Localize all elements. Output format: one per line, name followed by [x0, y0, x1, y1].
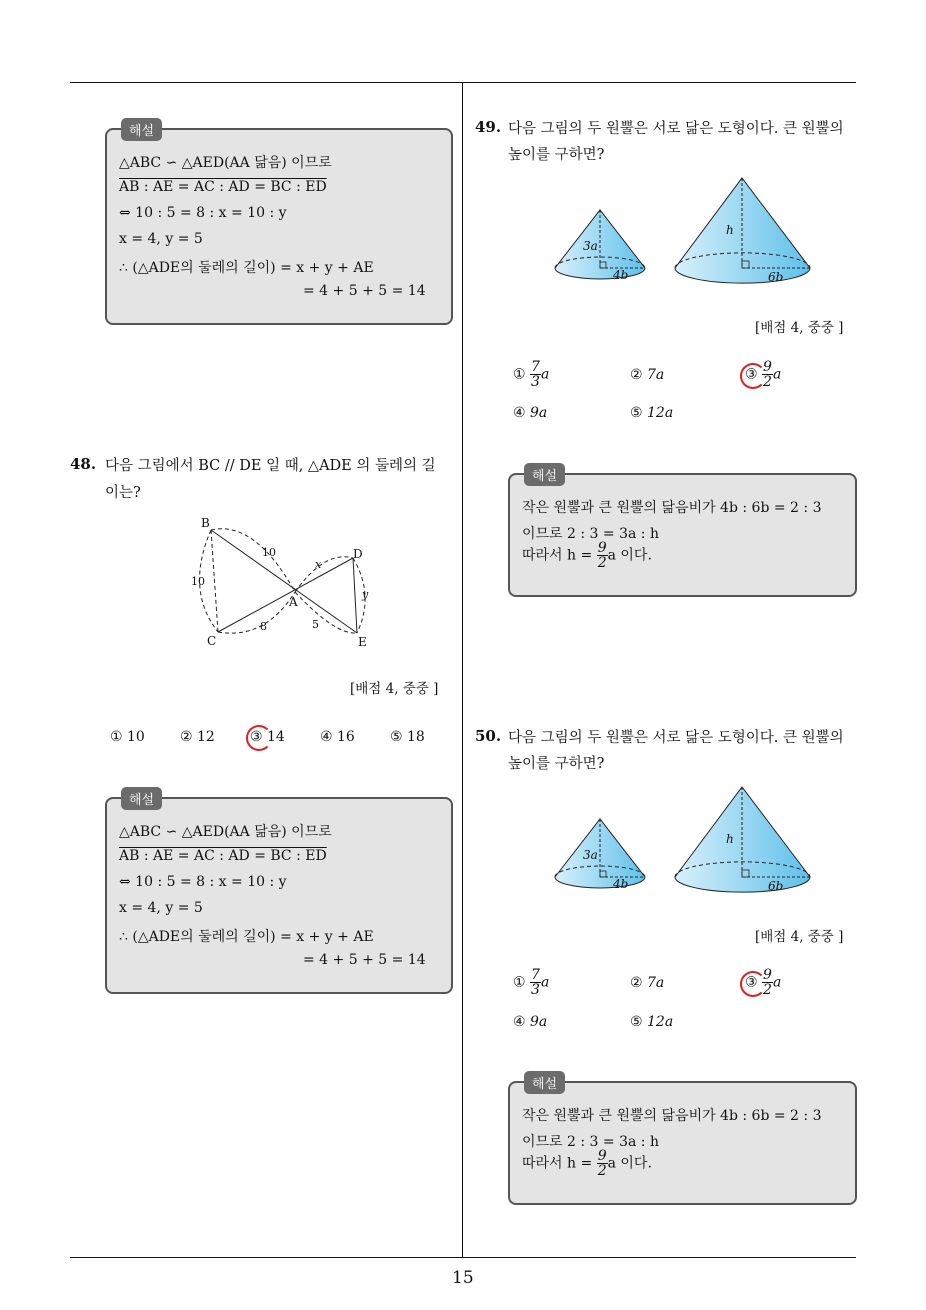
- label-D: D: [353, 547, 363, 561]
- question-48-text-line1: 다음 그림에서 BC // DE 일 때, △ADE 의 둘레의 길: [105, 458, 436, 474]
- expl-line-3: 따라서 h = $\frac{9}{2}$ a 이다.: [522, 1148, 652, 1179]
- label-CA: 8: [260, 620, 267, 633]
- q49-score-label: [배점 4, 중중 ]: [755, 320, 844, 336]
- question-49-text-line2: 높이를 구하면?: [508, 147, 605, 163]
- explanation-box-q49: [508, 469, 857, 597]
- explanation-badge: 해설: [524, 463, 565, 486]
- small-height-label: 3a: [583, 848, 598, 862]
- q49-option-4[interactable]: ④ 9a: [513, 405, 548, 421]
- q50-option-5[interactable]: ⑤ 12a: [630, 1014, 674, 1030]
- q48-option-1[interactable]: ① 10: [110, 729, 145, 745]
- label-E: E: [358, 635, 367, 649]
- expl-line-4: x = 4, y = 5: [119, 900, 203, 916]
- expl-line-2: AB : AE = AC : AD = BC : ED: [119, 179, 327, 195]
- expl-line-1: △ABC ∽ △AED(AA 닮음) 이므로: [119, 824, 332, 840]
- page-number: 15: [452, 1268, 474, 1288]
- expl-line-6: = 4 + 5 + 5 = 14: [303, 952, 426, 968]
- expl-line-5: ∴ (△ADE의 둘레의 길이) = x + y + AE: [119, 260, 374, 276]
- explanation-box-q48: [105, 793, 453, 994]
- expl-line-4: x = 4, y = 5: [119, 231, 203, 247]
- expl-line-3: 따라서 h = $\frac{9}{2}$ a 이다.: [522, 540, 652, 571]
- label-AE: 5: [312, 618, 319, 631]
- expl-line-3: ⇔ 10 : 5 = 8 : x = 10 : y: [119, 874, 287, 890]
- q48-option-3[interactable]: ③ 14: [250, 729, 285, 745]
- top-rule: [70, 82, 856, 83]
- q49-option-2[interactable]: ② 7a: [630, 367, 665, 383]
- q48-option-4[interactable]: ④ 16: [320, 729, 355, 745]
- column-divider: [462, 83, 463, 1258]
- expl-line-5: ∴ (△ADE의 둘레의 길이) = x + y + AE: [119, 929, 374, 945]
- q50-cones-figure: [550, 781, 820, 901]
- q50-score-label: [배점 4, 중중 ]: [755, 929, 844, 945]
- label-A: A: [289, 595, 298, 609]
- small-height-label: 3a: [583, 239, 598, 253]
- big-radius-label: 6b: [768, 270, 784, 284]
- label-B: B: [201, 516, 210, 530]
- question-number-49: 49.: [475, 118, 502, 136]
- small-radius-label: 4b: [613, 877, 629, 891]
- explanation-badge: 해설: [121, 787, 162, 810]
- answer-mark-q48: [246, 725, 272, 751]
- q50-option-1[interactable]: ① $\frac{7}{3}$ a: [513, 967, 550, 998]
- q49-option-3[interactable]: ③ $\frac{9}{2}$ a: [745, 359, 782, 390]
- small-radius-label: 4b: [613, 268, 629, 282]
- label-BC: 10: [191, 575, 205, 588]
- expl-line-3: ⇔ 10 : 5 = 8 : x = 10 : y: [119, 205, 287, 221]
- big-radius-label: 6b: [768, 879, 784, 893]
- q48-figure: [185, 510, 385, 655]
- label-C: C: [207, 634, 217, 648]
- expl-line-6: = 4 + 5 + 5 = 14: [303, 283, 426, 299]
- question-50-text-line2: 높이를 구하면?: [508, 756, 605, 772]
- expl-line-1: △ABC ∽ △AED(AA 닮음) 이므로: [119, 155, 332, 171]
- label-DE: y: [362, 588, 369, 601]
- expl-line-1: 작은 원뿔과 큰 원뿔의 닮음비가 4b : 6b = 2 : 3: [522, 1108, 822, 1124]
- question-number-48: 48.: [70, 455, 97, 473]
- label-AD: x: [315, 558, 322, 571]
- question-50-text-line1: 다음 그림의 두 원뿔은 서로 닮은 도형이다. 큰 원뿔의: [508, 730, 844, 746]
- question-number-50: 50.: [475, 727, 502, 745]
- q50-option-2[interactable]: ② 7a: [630, 975, 665, 991]
- expl-line-2: 이므로 2 : 3 = 3a : h: [522, 526, 659, 542]
- explanation-badge: 해설: [524, 1071, 565, 1094]
- q49-cones-figure: [550, 172, 820, 292]
- explanation-box-q47: [105, 124, 453, 325]
- q48-option-2[interactable]: ② 12: [180, 729, 215, 745]
- big-height-label: h: [726, 223, 734, 237]
- q49-option-1[interactable]: ① $\frac{7}{3}$ a: [513, 359, 550, 390]
- big-height-label: h: [726, 832, 734, 846]
- answer-mark-q50: [740, 971, 766, 997]
- question-49-text-line1: 다음 그림의 두 원뿔은 서로 닮은 도형이다. 큰 원뿔의: [508, 121, 844, 137]
- q49-option-5[interactable]: ⑤ 12a: [630, 405, 674, 421]
- label-BA: 10: [262, 546, 276, 559]
- answer-mark-q49: [740, 363, 766, 389]
- expl-line-1: 작은 원뿔과 큰 원뿔의 닮음비가 4b : 6b = 2 : 3: [522, 500, 822, 516]
- q48-score-label: [배점 4, 중중 ]: [350, 681, 439, 697]
- expl-line-2: 이므로 2 : 3 = 3a : h: [522, 1134, 659, 1150]
- question-48-text-line2: 이는?: [105, 485, 141, 501]
- q50-option-3[interactable]: ③ $\frac{9}{2}$ a: [745, 967, 782, 998]
- q48-option-5[interactable]: ⑤ 18: [390, 729, 425, 745]
- q50-option-4[interactable]: ④ 9a: [513, 1014, 548, 1030]
- bottom-rule: [70, 1257, 856, 1258]
- explanation-box-q50: [508, 1077, 857, 1205]
- explanation-badge: 해설: [121, 118, 162, 141]
- expl-line-2: AB : AE = AC : AD = BC : ED: [119, 848, 327, 864]
